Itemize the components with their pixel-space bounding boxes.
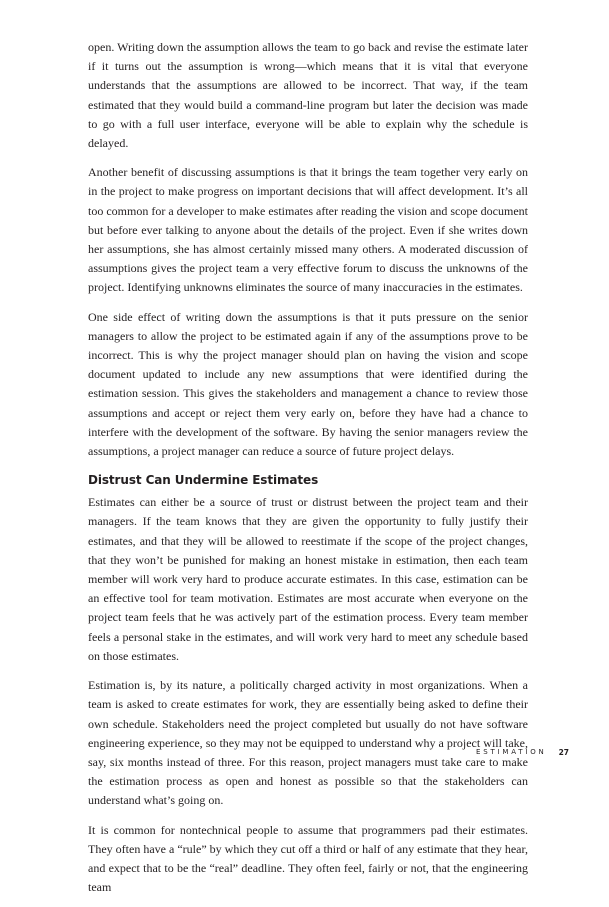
- paragraph-1: open. Writing down the assumption allows the team to go back and revise the estimate later if it turns out the assumption is wrong—which means that it is vital that everyone understands that the assumptions are allowed to be incorrect. That way, if the team estimated that they would build a command-line program but later the decision was made to go with a full user interface, everyone will be able to explain why the schedule is delayed.: [88, 40, 528, 151]
- paragraph-6: It is common for nontechnical people to assume that programmers pad their estimates. They often have a “rule” by which they cut off a third or half of any estimate that they hear, and expect that to be the “real” deadline. They often feel, fairly or not, that the engineering team: [88, 822, 528, 895]
- running-head: ESTIMATION: [475, 748, 547, 756]
- page-footer: [476, 746, 569, 758]
- page-number: 27: [558, 747, 569, 757]
- page-body: [88, 38, 528, 907]
- paragraph-3: One side effect of writing down the assumptions is that it puts pressure on the senior managers to allow the project to be estimated again if any of the assumptions prove to be incorrect. This is why the project manager should plan on having the vision and scope document updated to include any new assumptions that were identified during the estimation session. This gives the stakeholders and management a chance to review those assumptions and accept or reject them very early on, before they have had a chance to interfere with the development of the software. By having the senior managers review the assumptions, a project manager can reduce a source of future project delays.: [88, 309, 528, 459]
- paragraph-5: Estimation is, by its nature, a politically charged activity in most organizations. When a team is asked to create estimates for work, they are essentially being asked to define their own schedule. Stakeholders need the project completed but usually do not have software engineering experience, so they may not be equipped to understand why a project will take, say, six months instead of three. For this reason, project managers must take care to make the estimation process as open and honest as possible so that the stakeholders can understand what’s going on.: [88, 678, 528, 808]
- paragraph-4: Estimates can either be a source of trust or distrust between the project team and their managers. If the team knows that they are given the opportunity to fully justify their estimates, and that they will be allowed to reestimate if the scope of the project changes, that they won’t be punished for making an honest mistake in estimation, then each team member will work very hard to produce accurate estimates. In this case, estimation can be an effective tool for team motivation. Estimates are most accurate when everyone on the project team feels that he was actively part of the estimation process. Every team member feels a personal stake in the estimates, and will work very hard to meet any schedule based on those estimates.: [88, 495, 528, 663]
- section-heading: Distrust Can Undermine Estimates: [88, 473, 319, 488]
- paragraph-2: Another benefit of discussing assumptions is that it brings the team together very early on in the project to make progress on important decisions that will affect development. It’s all too common for a developer to make estimates after reading the vision and scope document but before ever talking to anyone about the details of the project. Even if she writes down her assumptions, she has almost certainly missed many others. A moderated discussion of assumptions gives the project team a very effective forum to discuss the unknowns of the project. Identifying unknowns eliminates the source of many inaccuracies in the estimates.: [88, 165, 528, 295]
